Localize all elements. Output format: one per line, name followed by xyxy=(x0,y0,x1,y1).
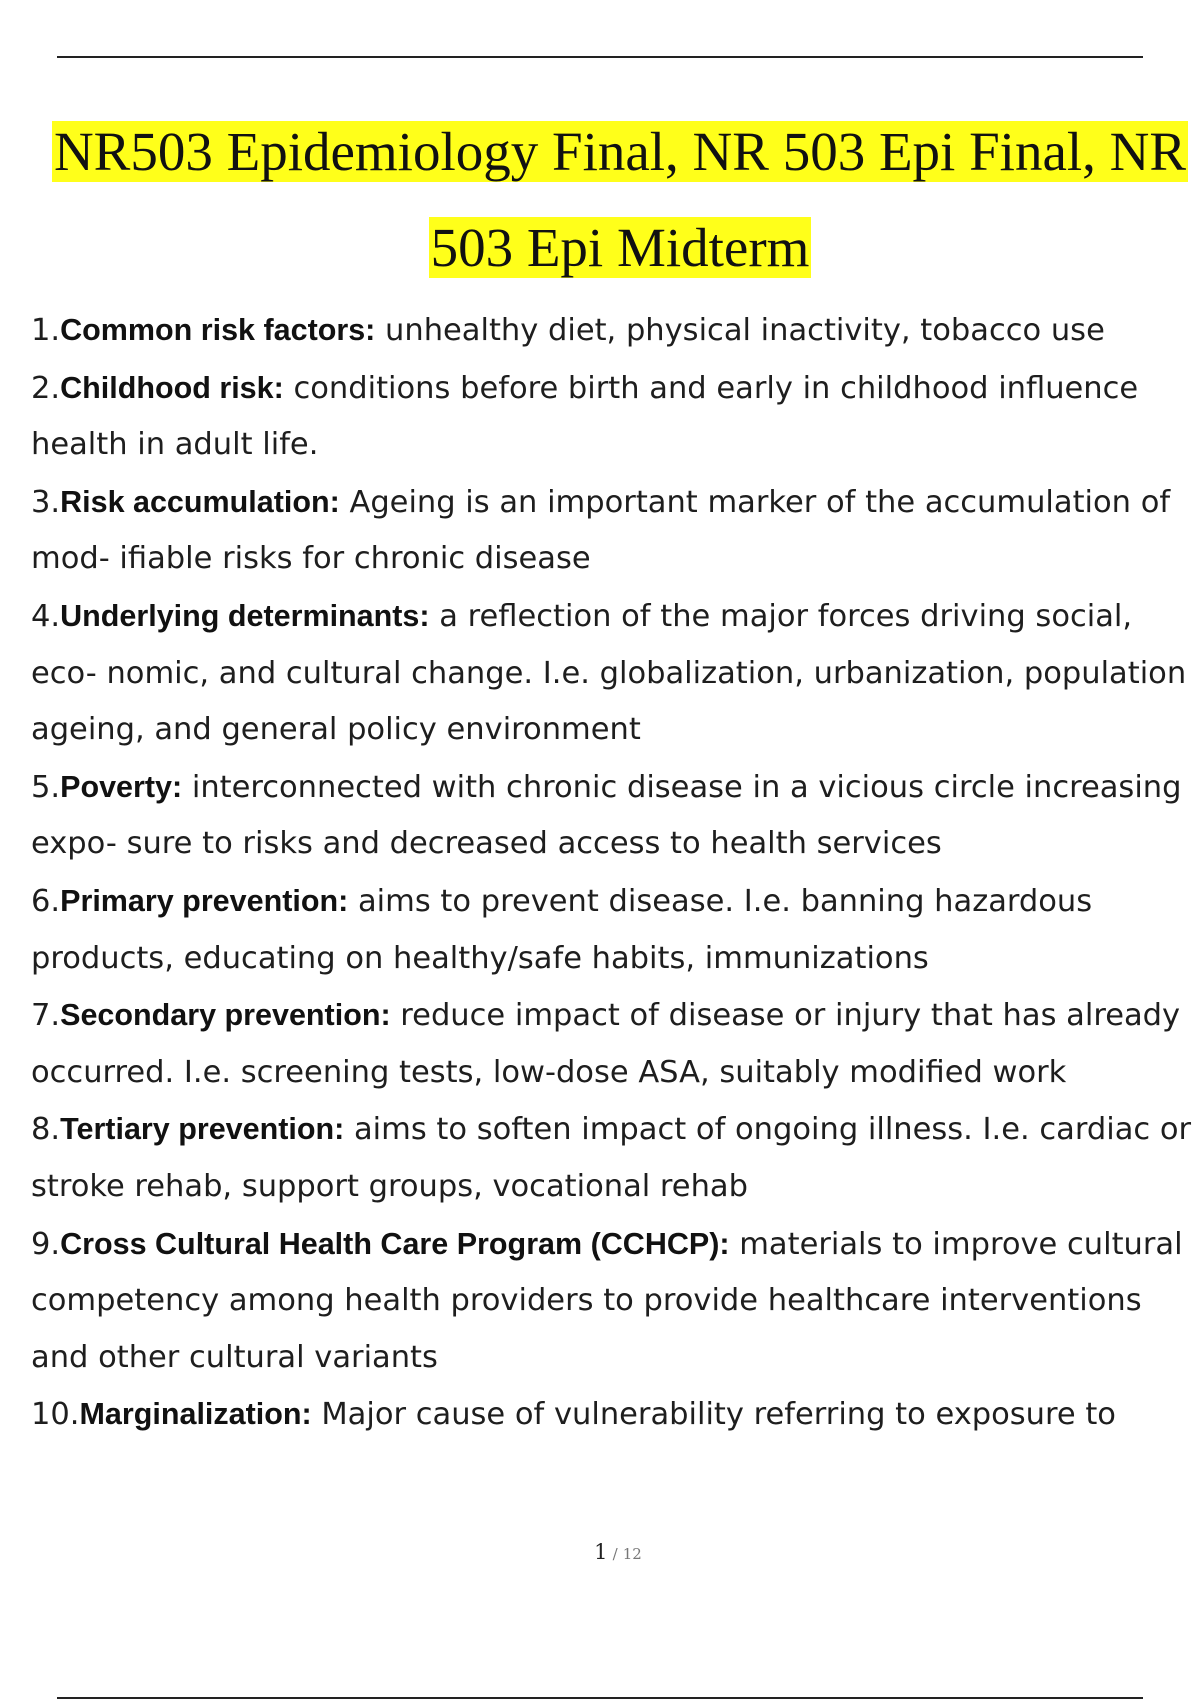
item-term: Primary prevention: xyxy=(60,883,349,918)
item-definition: a reflection of the major forces driving social, eco- nomic, and cultural change. I.e. globalization, urbanization, population ageing, and general policy environment xyxy=(31,598,1187,748)
item-definition: interconnected with chronic disease in a vicious circle increasing expo- sure to risks and decreased access to health services xyxy=(31,769,1182,862)
item-definition: Major cause of vulnerability referring to exposure to xyxy=(311,1397,1116,1433)
item-definition: materials to improve cultural competency among health providers to provide healthcare interventions and other cultural variants xyxy=(31,1226,1183,1375)
item-number: 9. xyxy=(31,1226,61,1262)
list-item xyxy=(31,873,1200,987)
list-item xyxy=(31,1216,1200,1387)
document-title xyxy=(20,104,1200,296)
term-list xyxy=(31,302,1200,1444)
list-item xyxy=(31,987,1200,1101)
current-page: 1 xyxy=(594,1540,608,1564)
item-term: Marginalization: xyxy=(79,1397,312,1432)
top-rule xyxy=(57,56,1143,58)
item-definition: aims to prevent disease. I.e. banning hazardous products, educating on healthy/safe habits, immunizations xyxy=(31,883,1093,976)
item-definition: reduce impact of disease or injury that has already occurred. I.e. screening tests, low-dose ASA, suitably modified work xyxy=(31,998,1181,1090)
list-item xyxy=(31,302,1200,360)
list-item xyxy=(31,360,1200,474)
item-term: Cross Cultural Health Care Program (CCHCP): xyxy=(60,1226,730,1261)
total-pages: 12 xyxy=(622,1545,642,1563)
item-definition: Ageing is an important marker of the accumulation of mod- ifiable risks for chronic disease xyxy=(31,484,1171,577)
item-term: Underlying determinants: xyxy=(60,598,430,633)
item-number: 5. xyxy=(31,769,61,805)
item-definition: aims to soften impact of ongoing illness. I.e. cardiac or stroke rehab, support groups, vocational rehab xyxy=(31,1112,1192,1204)
item-term: Secondary prevention: xyxy=(60,998,391,1033)
item-number: 7. xyxy=(31,998,61,1034)
list-item xyxy=(31,1386,1200,1444)
item-number: 2. xyxy=(31,370,61,406)
item-number: 8. xyxy=(31,1112,61,1148)
list-item xyxy=(31,1101,1200,1215)
list-item xyxy=(31,759,1200,873)
item-term: Tertiary prevention: xyxy=(60,1112,345,1147)
page-indicator xyxy=(0,1540,1200,1564)
item-term: Risk accumulation: xyxy=(60,484,340,519)
item-number: 3. xyxy=(31,484,61,520)
item-number: 10. xyxy=(31,1397,80,1433)
item-term: Common risk factors: xyxy=(60,313,376,347)
item-number: 4. xyxy=(31,598,61,634)
item-number: 6. xyxy=(31,883,61,919)
bottom-rule xyxy=(57,1697,1143,1699)
list-item xyxy=(31,474,1200,588)
list-item xyxy=(31,588,1200,759)
item-number: 1. xyxy=(31,313,61,348)
title-line-2: 503 Epi Midterm xyxy=(430,217,810,278)
page-separator: / xyxy=(612,1545,618,1563)
item-definition: conditions before birth and early in childhood influence health in adult life. xyxy=(31,370,1139,463)
item-term: Poverty: xyxy=(60,769,183,804)
item-term: Childhood risk: xyxy=(60,370,284,405)
title-line-1: NR503 Epidemiology Final, NR 503 Epi Final, NR xyxy=(53,121,1187,182)
item-definition: unhealthy diet, physical inactivity, tobacco use xyxy=(375,313,1105,348)
